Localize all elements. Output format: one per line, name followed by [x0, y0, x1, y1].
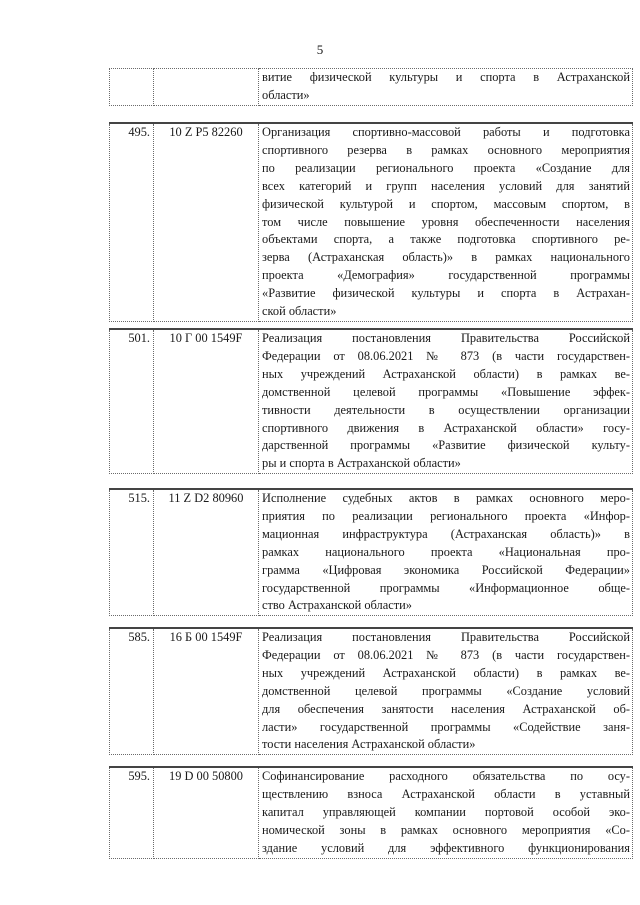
- description-line: всех категорий и групп населения условий для занятий: [262, 178, 630, 193]
- classification-code-cell: [154, 123, 259, 321]
- description-line: области»: [262, 87, 310, 102]
- description-line: дарственной программы «Развитие физической культу-: [262, 438, 630, 453]
- row-number: 495.: [128, 125, 150, 139]
- description-line: витие физической культуры и спорта в Астраханской: [262, 70, 630, 84]
- table-row: [110, 329, 633, 474]
- description-cell: [259, 628, 633, 755]
- description-line: приятия по реализации регионального проекта «Инфор-: [262, 508, 630, 523]
- description-cell: [259, 767, 633, 858]
- row-number: 501.: [128, 331, 150, 345]
- description-line: ство Астраханской области»: [262, 598, 412, 613]
- classification-code: 16 Б 00 1549F: [169, 630, 243, 644]
- row-number-cell: [110, 329, 154, 474]
- description-line: спортивного движения в Астраханской области» госу-: [262, 420, 630, 435]
- classification-code-cell: [154, 628, 259, 755]
- description-line: объектами спорта, а также подготовка спортивного ре-: [262, 232, 630, 247]
- description-line: номической зоны в рамках основного мероприятия «Со-: [262, 822, 630, 837]
- description-line: Софинансирование расходного обязательства по осу-: [262, 769, 630, 783]
- description-line: «Развитие физической культуры и спорта в Астрахан-: [262, 286, 630, 301]
- table-fragment-495: [109, 122, 633, 322]
- classification-code-cell: [154, 489, 259, 616]
- description-cell: [259, 329, 633, 474]
- description-line: домственной целевой программы «Повышение эффек-: [262, 384, 630, 399]
- table-fragment-585: [109, 627, 633, 755]
- description-line: по реализации регионального проекта «Создание для: [262, 160, 630, 175]
- table-fragment-515: [109, 488, 633, 616]
- classification-code-cell: [154, 767, 259, 858]
- description-line: Реализация постановления Правительства Российской: [262, 630, 630, 644]
- table-row: [110, 489, 633, 616]
- row-number: 515.: [128, 491, 150, 505]
- row-number-cell: [110, 767, 154, 858]
- table-fragment-501: [109, 328, 633, 474]
- description-line: рамках национального проекта «Национальная про-: [262, 544, 630, 559]
- row-number-cell: [110, 489, 154, 616]
- classification-code: 19 D 00 50800: [169, 769, 243, 783]
- description-line: спортивного резерва в рамках основного мероприятия: [262, 142, 630, 157]
- description-cell: [259, 123, 633, 321]
- description-line: физической культурой и спортом, массовым спортом, в: [262, 196, 630, 211]
- table-row: [110, 628, 633, 755]
- description-line: проекта «Демография» государственной программы: [262, 268, 630, 283]
- description-line: грамма «Цифровая экономика Российской Федерации»: [262, 562, 630, 577]
- description-line: капитал управляющей компании портовой особой эко-: [262, 804, 630, 819]
- table-row: [110, 123, 633, 321]
- description-line: тости населения Астраханской области»: [262, 737, 476, 752]
- description-line: зерва (Астраханская область)» в рамках национального: [262, 250, 630, 265]
- description-line: мационная инфраструктура (Астраханская область)» в: [262, 526, 630, 541]
- row-number: 585.: [128, 630, 150, 644]
- description-line: здание условий для эффективного функционирования: [262, 840, 630, 855]
- description-line: тивности деятельности в осуществлении организации: [262, 402, 630, 417]
- description-line: ных учреждений Астраханской области) в рамках ве-: [262, 366, 630, 381]
- row-number-cell: [110, 69, 154, 106]
- row-number-cell: [110, 123, 154, 321]
- description-cell: [259, 69, 633, 106]
- table-fragment-595: [109, 766, 633, 859]
- table-fragment-continuation: [109, 68, 633, 106]
- row-number: 595.: [128, 769, 150, 783]
- classification-code-cell: [154, 329, 259, 474]
- classification-code-cell: [154, 69, 259, 106]
- description-line: для обеспечения занятости населения Астраханской об-: [262, 701, 630, 716]
- description-cell: [259, 489, 633, 616]
- description-line: ласти» государственной программы «Содействие заня-: [262, 719, 630, 734]
- description-line: ры и спорта в Астраханской области»: [262, 456, 461, 471]
- description-line: государственной программы «Информационное обще-: [262, 580, 630, 595]
- table-row: [110, 69, 633, 106]
- description-line: Исполнение судебных актов в рамках основного меро-: [262, 491, 630, 505]
- table-row: [110, 767, 633, 858]
- description-line: ществлению взноса Астраханской области в уставный: [262, 786, 630, 801]
- description-line: том числе повышение уровня обеспеченности населения: [262, 214, 630, 229]
- description-line: Реализация постановления Правительства Российской: [262, 331, 630, 345]
- classification-code: 11 Z D2 80960: [168, 491, 244, 505]
- description-line: ных учреждений Астраханской области) в рамках ве-: [262, 665, 630, 680]
- row-number-cell: [110, 628, 154, 755]
- description-line: Федерации от 08.06.2021 № 873 (в части государствен-: [262, 647, 630, 662]
- description-line: Федерации от 08.06.2021 № 873 (в части государствен-: [262, 348, 630, 363]
- description-line: ской области»: [262, 304, 337, 319]
- page-number: 5: [316, 42, 324, 57]
- description-line: домственной целевой программы «Создание условий: [262, 683, 630, 698]
- description-line: Организация спортивно-массовой работы и подготовка: [262, 125, 630, 139]
- classification-code: 10 Г 00 1549F: [169, 331, 243, 345]
- classification-code: 10 Z P5 82260: [169, 125, 243, 139]
